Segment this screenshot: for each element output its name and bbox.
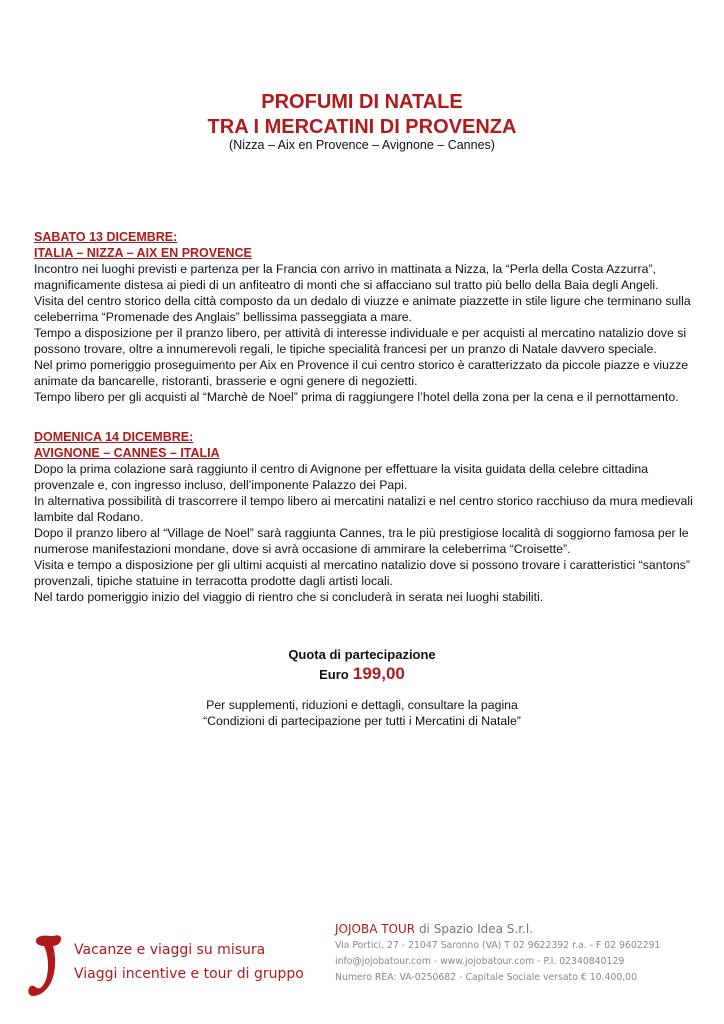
- price-amount: 199,00: [352, 664, 405, 683]
- conditions-note-line-1: Per supplementi, riduzioni e dettagli, consultare la pagina: [206, 698, 518, 712]
- day-2-route: AVIGNONE – CANNES – ITALIA: [34, 446, 220, 460]
- day-1-paragraph: Tempo libero per gli acquisti al “Marchè de Noel” prima di raggiungere l’hotel della zona per la cena e il pernottamento.: [34, 390, 679, 404]
- day-1-route: ITALIA – NIZZA – AIX EN PROVENCE: [34, 246, 252, 260]
- day-2-description: [34, 461, 694, 605]
- company-address: Via Portici, 27 - 21047 Saronno (VA) T 02 9622392 r.a. - F 02 9602291: [335, 940, 661, 951]
- price-currency: Euro: [319, 667, 349, 682]
- day-2-paragraph: Visita e tempo a disposizione per gli ultimi acquisti al mercatino natalizio dove si possono trovare i caratteristici “santons” provenzali, tipiche statuine in terracotta prodotte dagli artisti locali.: [34, 558, 690, 588]
- footer-slogan: [74, 938, 304, 986]
- slogan-line-1: Vacanze e viaggi su misura: [74, 942, 266, 958]
- day-1-paragraph: Visita del centro storico della città composto da un dedalo di viuzze e animate piazzette in stile ligure che terminano sulla celeberrima “Promenade des Anglais” bellissima passeggiata a mare.: [34, 294, 691, 324]
- day-2-paragraph: Dopo la prima colazione sarà raggiunto il centro di Avignone per effettuare la visita guidata della celebre cittadina provenzale e, con ingresso incluso, dell’imponente Palazzo dei Papi.: [34, 462, 649, 492]
- company-contacts: info@jojobatour.com - www.jojobatour.com - P.I. 02340840129: [335, 956, 625, 967]
- subtitle: (Nizza – Aix en Provence – Avignone – Cannes): [229, 138, 495, 152]
- day-1-section: [34, 229, 694, 405]
- day-1-paragraph: Nel primo pomeriggio proseguimento per Aix en Provence il cui centro storico è caratterizzato da piccole piazze e viuzze animate da bancarelle, ristoranti, brasserie e ogni genere di negozietti.: [34, 358, 689, 388]
- conditions-note-line-2: “Condizioni di partecipazione per tutti i Mercatini di Natale”: [203, 714, 521, 728]
- price-value: [0, 664, 724, 685]
- jojoba-logo-icon: [26, 930, 66, 1000]
- company-suffix: di Spazio Idea S.r.l.: [415, 922, 534, 936]
- company-info: [335, 921, 660, 986]
- company-registry: Numero REA: VA-0250682 - Capitale Sociale versato € 10.400,00: [335, 972, 638, 983]
- conditions-note: [0, 697, 724, 729]
- price-label: Quota di partecipazione: [288, 647, 436, 662]
- day-2-section: [34, 429, 694, 605]
- day-1-description: [34, 261, 694, 405]
- day-2-paragraph: Nel tardo pomeriggio inizio del viaggio di rientro che si concluderà in serata nei luoghi stabiliti.: [34, 590, 544, 604]
- day-2-date: DOMENICA 14 DICEMBRE:: [34, 430, 194, 444]
- slogan-line-2: Viaggi incentive e tour di gruppo: [74, 966, 304, 982]
- day-2-paragraph: Dopo il pranzo libero al “Village de Noel” sarà raggiunta Cannes, tra le più prestigiose località di soggiorno famosa per le numerose manifestazioni mondane, dove si avrà occasione di ammirare la celeberrima “Croisette”.: [34, 526, 689, 556]
- day-2-paragraph: In alternativa possibilità di trascorrere il tempo libero ai mercatini natalizi e nel centro storico racchiuso da mura medievali lambite dal Rodano.: [34, 494, 693, 524]
- price-block: [0, 646, 724, 685]
- day-1-date: SABATO 13 DICEMBRE:: [34, 230, 178, 244]
- title-line-2: TRA I MERCATINI DI PROVENZA: [207, 116, 517, 138]
- title-line-1: PROFUMI DI NATALE: [261, 91, 463, 113]
- company-name: [335, 921, 660, 938]
- company-brand: JOJOBA TOUR: [335, 922, 416, 936]
- day-1-paragraph: Tempo a disposizione per il pranzo libero, per attività di interesse individuale e per acquisti al mercatino natalizio dove si possono trovare, oltre a innumerevoli regali, le tipiche specialità francesi per un pranzo di Natale davvero speciale.: [34, 326, 687, 356]
- day-1-paragraph: Incontro nei luoghi previsti e partenza per la Francia con arrivo in mattinata a Nizza, la “Perla della Costa Azzurra”, magnificamente distesa ai piedi di un anfiteatro di monti che si affacciano sul tratto più bello della Baia degli Angeli.: [34, 262, 659, 292]
